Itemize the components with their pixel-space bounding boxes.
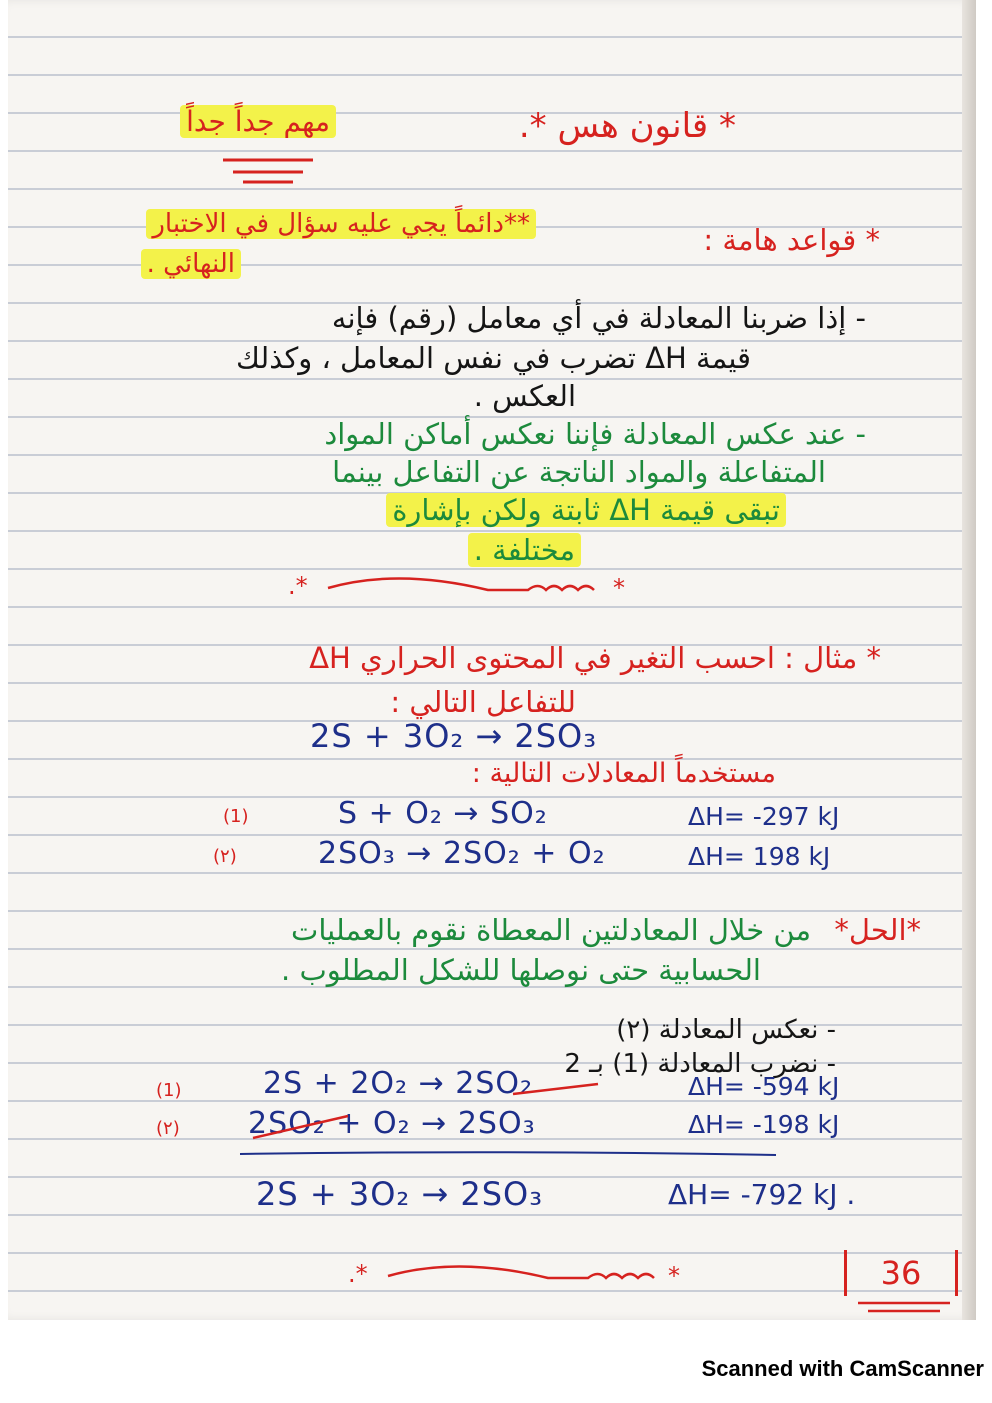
rule2-line1: - عند عكس المعادلة فإننا نعكس أماكن المواد — [324, 417, 866, 451]
equation-index: (٢) — [156, 1118, 180, 1139]
rule2-line3: تبقى قيمة ΔH ثابتة ولكن بإشارة — [386, 492, 786, 528]
rule2-line4: مختلفة . — [468, 532, 581, 568]
svg-text:*: * — [613, 574, 625, 602]
rule1-line2: قيمة ΔH تضرب في نفس المعامل ، وكذلك — [235, 341, 751, 375]
cancel-strikes — [248, 1066, 628, 1146]
solution-dh-2: ΔH= -198 kJ — [688, 1110, 840, 1139]
rules-heading: * قواعد هامة : — [703, 223, 880, 257]
solution-step2: - نضرب المعادلة (1) بـ 2 — [564, 1049, 836, 1079]
given-equation-1: S + O₂ → SO₂ — [338, 796, 548, 831]
underline-mark — [218, 150, 318, 186]
solution-line2: الحسابية حتى نوصلها للشكل المطلوب . — [281, 953, 761, 987]
equation-index: (1) — [156, 1080, 182, 1101]
solution-equation-1: 2S + 2O₂ → 2SO₂ — [263, 1066, 534, 1101]
rule2-line2: المتفاعلة والمواد الناتجة عن التفاعل بينما — [332, 455, 826, 489]
result-dh: ΔH= -792 kJ . — [668, 1178, 856, 1211]
important-note: مهم جداً جداً — [180, 104, 336, 140]
given-dh-1: ΔH= -297 kJ — [688, 802, 840, 831]
solution-equation-2: 2SO₂ + O₂ → 2SO₃ — [248, 1106, 536, 1141]
solution-step1: - نعكس المعادلة (٢) — [616, 1015, 836, 1045]
rule1-line3: العكس . — [473, 379, 576, 413]
given-dh-2: ΔH= 198 kJ — [688, 842, 831, 871]
solution-line1: من خلال المعادلتين المعطاة نقوم بالعمليات — [291, 913, 811, 947]
equation-index: (٢) — [213, 846, 237, 867]
section-divider — [348, 1256, 708, 1292]
page-number-underline — [854, 1298, 954, 1316]
example-heading-line2: للتفاعل التالي : — [390, 685, 576, 719]
equation-index: (1) — [223, 806, 249, 827]
result-equation: 2S + 3O₂ → 2SO₃ — [256, 1175, 544, 1213]
page-title: * قانون هس *. — [518, 106, 736, 146]
given-equation-2: 2SO₃ → 2SO₂ + O₂ — [318, 836, 606, 871]
notebook-spine — [962, 0, 976, 1320]
svg-text:.*: .* — [288, 572, 308, 600]
target-equation: 2S + 3O₂ → 2SO₃ — [310, 717, 598, 755]
section-divider — [288, 568, 648, 604]
page-number: 36 — [844, 1250, 958, 1296]
solution-heading: *الحل* — [834, 913, 921, 947]
svg-text:.*: .* — [348, 1260, 368, 1288]
sum-line — [238, 1148, 778, 1160]
using-label: مستخدماً المعادلات التالية : — [471, 758, 776, 789]
example-heading: * مثال : احسب التغير في المحتوى الحراري ΔH — [309, 641, 881, 675]
rule1-line1: - إذا ضربنا المعادلة في أي معامل (رقم) فإنه — [331, 301, 866, 335]
exam-note-line2: النهائي . — [141, 246, 241, 282]
solution-dh-1: ΔH= -594 kJ — [688, 1072, 840, 1101]
svg-text:*: * — [668, 1262, 680, 1290]
notebook-page — [8, 0, 976, 1320]
scanner-watermark: Scanned with CamScanner — [701, 1356, 984, 1381]
exam-note-line1: **دائماً يجي عليه سؤال في الاختبار — [146, 206, 536, 242]
